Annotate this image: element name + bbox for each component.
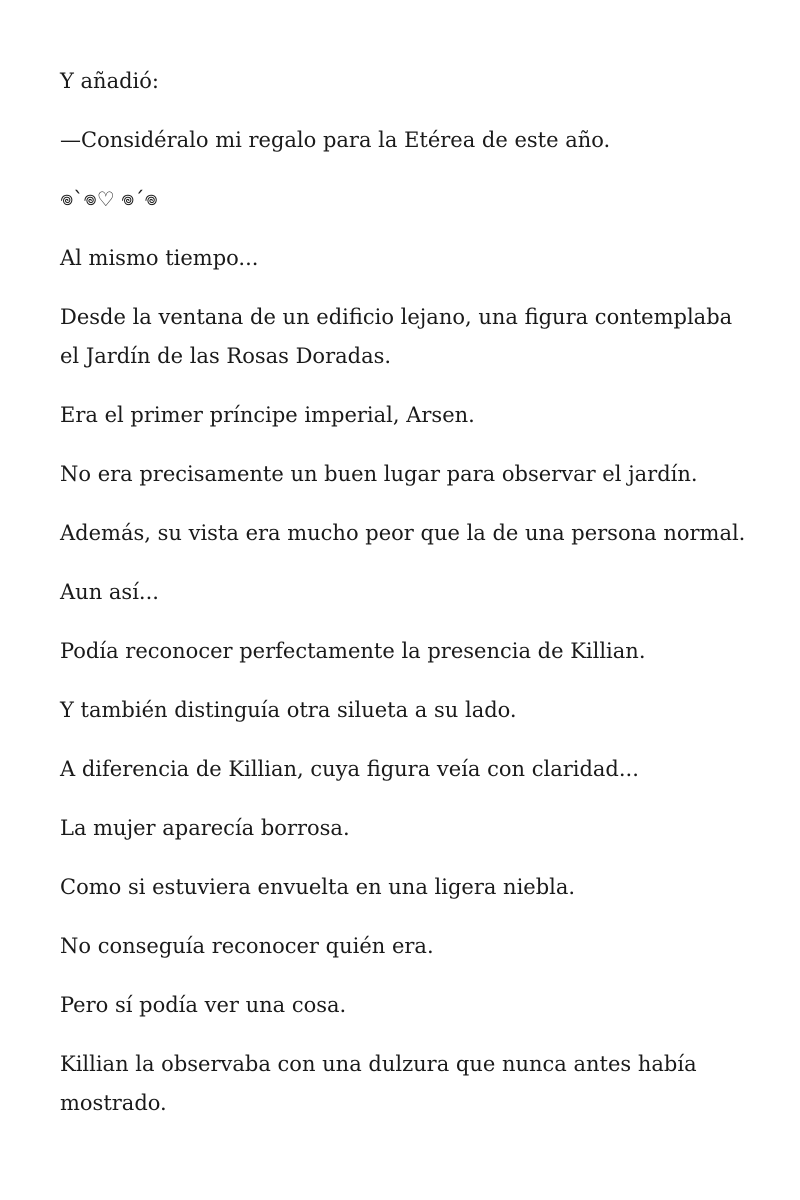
emoticon-line: 𖦹`𖦹♡ 𖦹´𖦹	[60, 187, 158, 211]
paragraph-5: Desde la ventana de un edificio lejano, una figura contemplaba el Jardín de las Rosas Doradas.	[60, 305, 733, 368]
paragraph-16: Pero sí podía ver una cosa.	[60, 993, 347, 1017]
paragraph-12: A diferencia de Killian, cuya figura veía con claridad...	[60, 757, 639, 781]
paragraph-2: —Considéralo mi regalo para la Etérea de este año.	[60, 128, 611, 152]
paragraph-6: Era el primer príncipe imperial, Arsen.	[60, 403, 475, 427]
paragraph-15: No conseguía reconocer quién era.	[60, 934, 434, 958]
paragraph-9: Aun así...	[60, 580, 159, 604]
paragraph-14: Como si estuviera envuelta en una ligera niebla.	[60, 875, 576, 899]
paragraph-11: Y también distinguía otra silueta a su lado.	[60, 698, 517, 722]
document-page	[60, 62, 750, 1143]
paragraph-17: Killian la observaba con una dulzura que nunca antes había mostrado.	[60, 1052, 697, 1115]
paragraph-4: Al mismo tiempo...	[60, 246, 259, 270]
paragraph-8: Además, su vista era mucho peor que la de una persona normal.	[60, 521, 746, 545]
paragraph-1: Y añadió:	[60, 69, 159, 93]
paragraph-7: No era precisamente un buen lugar para observar el jardín.	[60, 462, 698, 486]
paragraph-13: La mujer aparecía borrosa.	[60, 816, 350, 840]
paragraph-10: Podía reconocer perfectamente la presencia de Killian.	[60, 639, 646, 663]
